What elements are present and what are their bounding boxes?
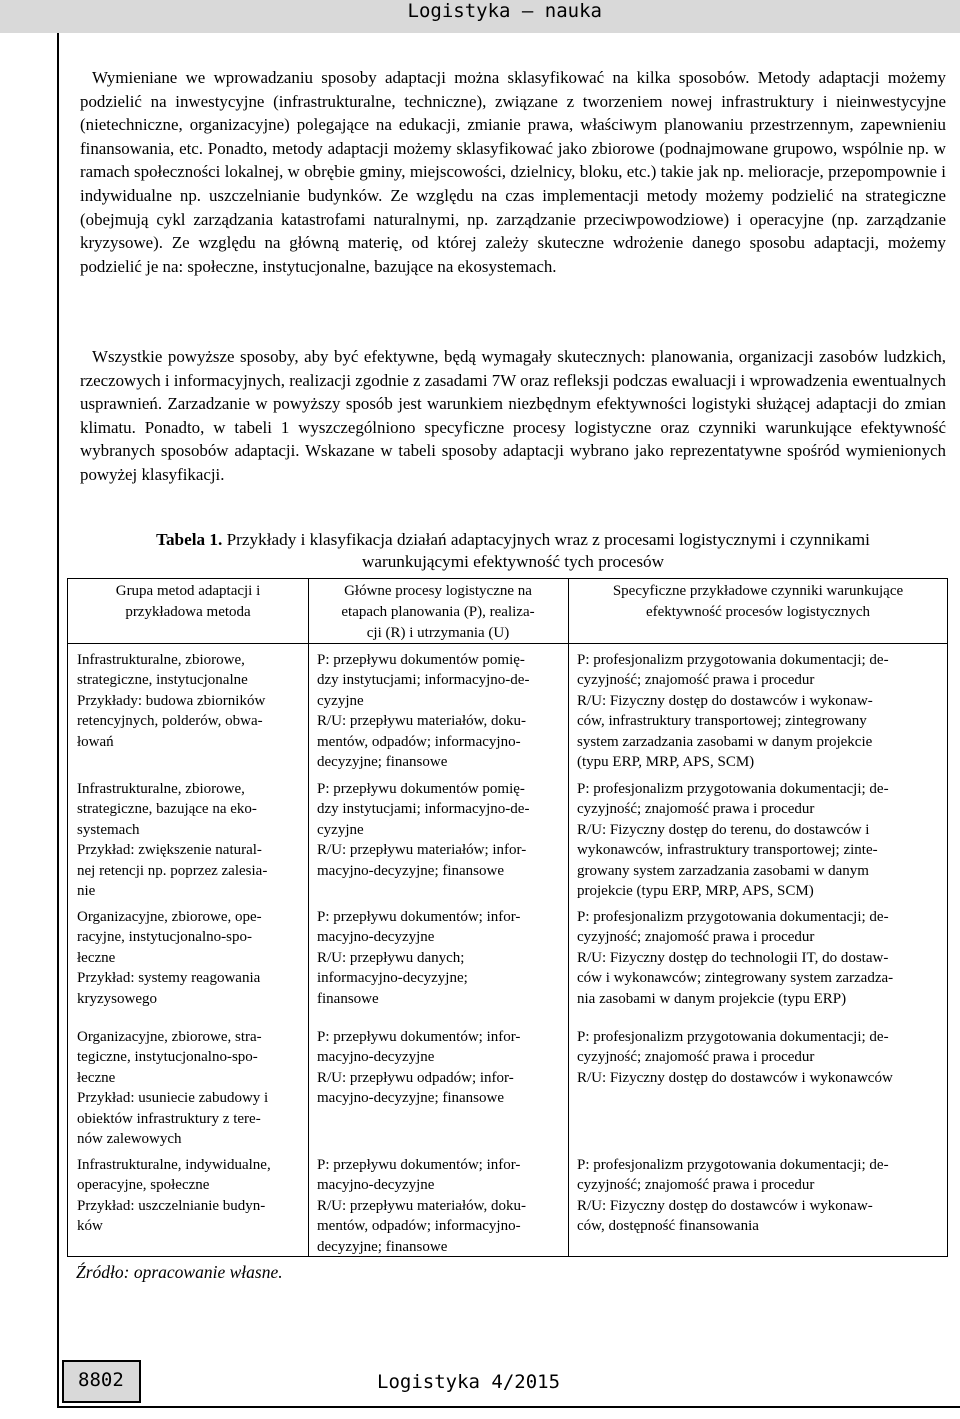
table-cell-line: łowań — [77, 733, 114, 750]
table-cell-group — [77, 1027, 305, 1149]
table-cell-line: cyzyjność; znajomość prawa i procedur — [577, 929, 815, 946]
table-cell-line: Organizacyjne, zbiorowe, ope- — [77, 909, 262, 925]
column-divider — [568, 579, 569, 1256]
table-cell-line: Przykład: zwiększenie natural- — [77, 842, 262, 859]
table-cell-group — [77, 907, 305, 1009]
table-cell-line: R/U: przepływu danych; — [317, 949, 465, 966]
table-cell-line: cyzyjne — [317, 692, 364, 709]
table-cell-line: R/U: przepływu odpadów; infor- — [317, 1069, 514, 1086]
table-header-line: przykładowa metoda — [125, 604, 251, 620]
table-cell-line: Infrastrukturalne, indywidualne, — [77, 1157, 271, 1173]
table-cell-line: Przykład: usuniecie zabudowy i — [77, 1090, 269, 1107]
table-cell-line: strategiczne, bazujące na eko- — [77, 801, 257, 818]
table-cell-line: nie — [77, 883, 96, 900]
table-cell-process — [317, 1155, 565, 1257]
table-cell-line: P: przepływu dokumentów; infor- — [317, 1029, 521, 1045]
table-cell-line: ców i wykonawców; zintegrowany system zarzadza- — [577, 970, 894, 987]
table-cell-line: Przykład: uszczelnianie budyn- — [77, 1197, 266, 1214]
table-cell-line: (typu ERP, MRP, APS, SCM) — [577, 754, 755, 771]
page-number: 8802 — [78, 1369, 124, 1391]
table-cell-line: R/U: przepływu materiałów; infor- — [317, 842, 527, 859]
table-cell-line: R/U: Fizyczny dostęp do technologii IT, do dostaw- — [577, 949, 889, 966]
table-caption-text-2: warunkującymi efektywność tych procesów — [361, 552, 665, 571]
table-caption-line-1 — [80, 529, 946, 551]
table-cell-line: P: profesjonalizm przygotowania dokumentacji; de- — [577, 1157, 889, 1173]
table-cell-line: cyzyjność; znajomość prawa i procedur — [577, 801, 815, 818]
table-cell-line: ków — [77, 1218, 103, 1235]
table-cell-line: strategiczne, instytucjonalne — [77, 672, 248, 689]
table-cell-line: mentów, odpadów; informacyjno- — [317, 733, 521, 750]
table-cell-line: decyzyjne; finansowe — [317, 754, 448, 771]
paragraph-1 — [80, 66, 946, 278]
paragraph-2-text: Wszystkie powyższe sposoby, aby być efektywne, będą wymagały skutecznych: planowania, organizacji zasobów ludzkich, rzeczowych i informacyjnych, realizacji zgodnie z zasadami 7W oraz refleksji podczas ewaluacji i wprowadzenia ewentualnych usprawnień. Zarzadzanie w powyższy sposób jest warunkiem niezbędnym efektywności logistyki służącej adaptacji do zmian klimatu. Ponadto, w tabeli 1 wyszczególniono specyficzne procesy logistyczne oraz czynniki warunkujące efektywność wybranych sposobów adaptacji. Wskazane w tabeli sposoby adaptacji wybrano jako reprezentatywne spośród wymienionych powyżej klasyfikacji. — [80, 347, 946, 484]
table-cell-line: nów zalewowych — [77, 1131, 182, 1148]
table-cell-line: wykonawców, infrastruktury transportowej; zinte- — [577, 842, 878, 859]
table-cell-line: cyzyjność; znajomość prawa i procedur — [577, 1049, 815, 1066]
table-cell-factors — [577, 1027, 945, 1088]
table-cell-line: operacyjne, społeczne — [77, 1177, 210, 1194]
table-header-cell — [72, 581, 304, 623]
table-cell-line: R/U: przepływu materiałów, doku- — [317, 713, 526, 730]
table-cell-factors — [577, 779, 945, 901]
table-cell-process — [317, 907, 565, 1009]
table-cell-line: projekcie (typu ERP, MRP, APS, SCM) — [577, 883, 814, 900]
adaptation-table — [67, 578, 948, 1257]
table-cell-factors — [577, 907, 945, 1009]
table-cell-line: P: profesjonalizm przygotowania dokumentacji; de- — [577, 781, 889, 797]
table-cell-line: P: przepływu dokumentów pomię- — [317, 781, 525, 797]
table-cell-line: Infrastrukturalne, zbiorowe, — [77, 652, 245, 668]
table-cell-line: P: profesjonalizm przygotowania dokumentacji; de- — [577, 652, 889, 668]
table-cell-line: cyzyjność; znajomość prawa i procedur — [577, 1177, 815, 1194]
table-cell-group — [77, 650, 305, 752]
table-header-cell — [312, 581, 564, 644]
table-cell-line: R/U: Fizyczny dostęp do dostawców i wykonawców — [577, 1069, 893, 1086]
table-cell-line: Przykłady: budowa zbiorników — [77, 692, 266, 709]
table-cell-line: ców, infrastruktury transportowej; zintegrowany — [577, 713, 867, 730]
table-cell-line: łeczne — [77, 1069, 116, 1086]
paragraph-2 — [80, 345, 946, 487]
table-cell-line: mentów, odpadów; informacyjno- — [317, 1218, 521, 1235]
table-cell-line: P: przepływu dokumentów; infor- — [317, 909, 521, 925]
table-cell-line: tegiczne, instytucjonalno-spo- — [77, 1049, 258, 1066]
table-cell-line: racyjne, instytucjonalno-spo- — [77, 929, 252, 946]
table-cell-line: macyjno-decyzyjne — [317, 1177, 435, 1194]
table-cell-line: dzy instytucjami; informacyjno-de- — [317, 672, 530, 689]
table-cell-line: macyjno-decyzyjne; finansowe — [317, 862, 505, 879]
table-cell-line: R/U: przepływu materiałów, doku- — [317, 1197, 526, 1214]
table-cell-line: macyjno-decyzyjne — [317, 929, 435, 946]
table-cell-line: P: profesjonalizm przygotowania dokumentacji; de- — [577, 1029, 889, 1045]
table-cell-line: kryzysowego — [77, 990, 157, 1007]
table-source-note: Źródło: opracowanie własne. — [76, 1262, 283, 1282]
table-cell-group — [77, 779, 305, 901]
table-header-line: etapach planowania (P), realiza- — [341, 604, 535, 620]
table-header-cell — [572, 581, 944, 623]
table-header-line: cji (R) i utrzymania (U) — [366, 625, 510, 641]
table-cell-line: ców, dostępność finansowania — [577, 1218, 759, 1235]
table-caption-text-1: Przykłady i klasyfikacja działań adaptacyjnych wraz z procesami logistycznymi i czynnikami — [226, 530, 870, 549]
table-cell-line: decyzyjne; finansowe — [317, 1238, 448, 1255]
table-cell-line: informacyjno-decyzyjne; — [317, 970, 468, 987]
table-cell-line: dzy instytucjami; informacyjno-de- — [317, 801, 530, 818]
table-cell-group — [77, 1155, 305, 1237]
table-cell-line: retencyjnych, polderów, obwa- — [77, 713, 263, 730]
table-cell-line: finansowe — [317, 990, 379, 1007]
table-cell-line: growany system zarzadzania zasobami w danym — [577, 862, 869, 879]
journal-footer: Logistyka 4/2015 — [377, 1371, 561, 1393]
table-cell-line: system zarzadzania zasobami w danym projekcie — [577, 733, 873, 750]
paragraph-1-text: Wymieniane we wprowadzaniu sposoby adaptacji można sklasyfikować na kilka sposobów. Metody adaptacji możemy podzielić na inwestycyjne (infrastrukturalne, techniczne), związane z tworzeniem nowej infrastruktury i nieinwestycyjne (nietechniczne, organizacyjne) polegające na edukacji, zmianie prawa, właściwym planowaniu przestrzennym, zapewnieniu finansowania, etc. Ponadto, metody adaptacji możemy sklasyfikować jako zbiorowe (podnajmowane grupowo, wspólnie np. w ramach społeczności lokalnej, w obrębie gminy, miejscowości, dzielnicy, bloku, etc.) takie jak np. melioracje, przepompownie i indywidualne np. uszczelnianie budynków. Ze względu na czas implementacji metody możemy podzielić na strategiczne (obejmują cykl zarządzania katastrofami naturalnymi, np. zarządzanie przeciwpowodziowe) i operacyjne (np. zarządzanie kryzysowe). Ze względu na główną materię, od której zależy skuteczne wdrożenie danego sposobu adaptacji, możemy podzielić je na: społeczne, instytucjonalne, bazujące na ekosystemach. — [80, 68, 946, 276]
table-cell-line: nej retencji np. poprzez zalesia- — [77, 862, 268, 879]
table-cell-process — [317, 1027, 565, 1109]
table-cell-line: Organizacyjne, zbiorowe, stra- — [77, 1029, 262, 1045]
table-cell-factors — [577, 650, 945, 772]
column-divider — [308, 579, 309, 1256]
table-cell-line: cyzyjność; znajomość prawa i procedur — [577, 672, 815, 689]
table-cell-process — [317, 650, 565, 772]
table-header-line: Główne procesy logistyczne na — [344, 583, 532, 599]
table-cell-line: obiektów infrastruktury z tere- — [77, 1110, 261, 1127]
table-cell-line: macyjno-decyzyjne; finansowe — [317, 1090, 505, 1107]
table-cell-line: P: profesjonalizm przygotowania dokumentacji; de- — [577, 909, 889, 925]
table-cell-line: Infrastrukturalne, zbiorowe, — [77, 781, 245, 797]
table-header-line: Specyficzne przykładowe czynniki warunkujące — [612, 583, 904, 599]
table-caption — [80, 529, 946, 573]
table-cell-line: R/U: Fizyczny dostęp do dostawców i wykonaw- — [577, 692, 873, 709]
table-cell-factors — [577, 1155, 945, 1237]
table-cell-line: systemach — [77, 821, 140, 838]
table-cell-line: P: przepływu dokumentów pomię- — [317, 652, 525, 668]
table-cell-line: nia zasobami w danym projekcie (typu ERP) — [577, 990, 847, 1007]
table-header-line: Grupa metod adaptacji i — [115, 583, 261, 599]
table-cell-line: cyzyjne — [317, 821, 364, 838]
table-cell-line: R/U: Fizyczny dostęp do terenu, do dostawców i — [577, 821, 870, 838]
running-header-title: Logistyka – nauka — [407, 0, 602, 22]
table-caption-label: Tabela 1. — [156, 530, 223, 549]
table-cell-line: macyjno-decyzyjne — [317, 1049, 435, 1066]
table-cell-line: R/U: Fizyczny dostęp do dostawców i wykonaw- — [577, 1197, 873, 1214]
table-header-line: efektywność procesów logistycznych — [645, 604, 871, 620]
table-cell-line: P: przepływu dokumentów; infor- — [317, 1157, 521, 1173]
table-cell-line: Przykład: systemy reagowania — [77, 970, 261, 987]
table-cell-line: łeczne — [77, 949, 116, 966]
table-cell-process — [317, 779, 565, 881]
